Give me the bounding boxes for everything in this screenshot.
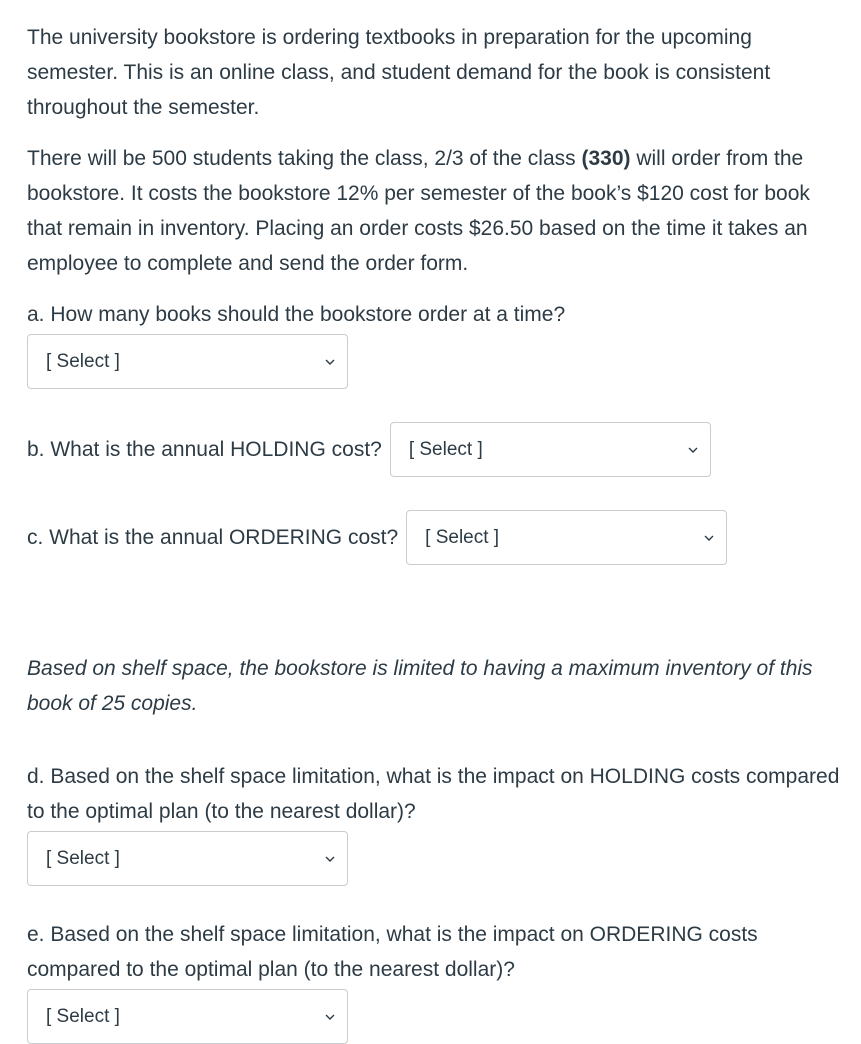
chevron-down-icon: [325, 1012, 335, 1022]
details-bold-count: (330): [581, 147, 631, 170]
question-b: [27, 422, 711, 477]
question-a-select[interactable]: [27, 334, 348, 389]
question-d: [27, 759, 847, 886]
question-a: [27, 297, 847, 389]
shelf-space-note: Based on shelf space, the bookstore is limited to having a maximum inventory of this book of 25 copies.: [27, 657, 813, 715]
question-b-select-value: [ Select ]: [408, 438, 483, 460]
question-e-label: e. Based on the shelf space limitation, what is the impact on ORDERING costs compared to the optimal plan (to the nearest dollar)?: [27, 923, 758, 981]
chevron-down-icon: [325, 854, 335, 864]
question-e-select-value: [ Select ]: [46, 1005, 120, 1027]
question-e: [27, 917, 847, 1044]
chevron-down-icon: [704, 533, 714, 543]
intro-paragraph: The university bookstore is ordering textbooks in preparation for the upcoming semester. This is an online class, and student demand for the book is consistent throughout the semester.: [27, 26, 771, 119]
question-b-select[interactable]: [390, 422, 711, 477]
question-c-select[interactable]: [406, 510, 727, 565]
question-b-label: b. What is the annual HOLDING cost?: [27, 438, 382, 461]
question-c-select-value: [ Select ]: [425, 526, 500, 548]
question-a-select-value: [ Select ]: [46, 350, 120, 372]
question-e-select[interactable]: [27, 989, 348, 1044]
chevron-down-icon: [325, 357, 335, 367]
question-d-select-value: [ Select ]: [46, 847, 120, 869]
details-text-2: will order from the bookstore. It costs the bookstore 12% per semester of the book’s $120 cost for book that remain in inventory. Placing an order costs $26.50 based on the time it takes an employee to complete and send the order form.: [27, 147, 810, 275]
question-content: [27, 20, 847, 1027]
chevron-down-icon: [688, 445, 698, 455]
question-d-select[interactable]: [27, 831, 348, 886]
details-paragraph: [27, 141, 847, 281]
question-c: [27, 510, 727, 565]
question-a-label: a. How many books should the bookstore order at a time?: [27, 303, 566, 326]
details-text-1: There will be 500 students taking the class, 2/3 of the class: [27, 147, 582, 170]
question-c-label: c. What is the annual ORDERING cost?: [27, 526, 399, 549]
question-d-label: d. Based on the shelf space limitation, what is the impact on HOLDING costs compared to the optimal plan (to the nearest dollar)?: [27, 765, 840, 823]
